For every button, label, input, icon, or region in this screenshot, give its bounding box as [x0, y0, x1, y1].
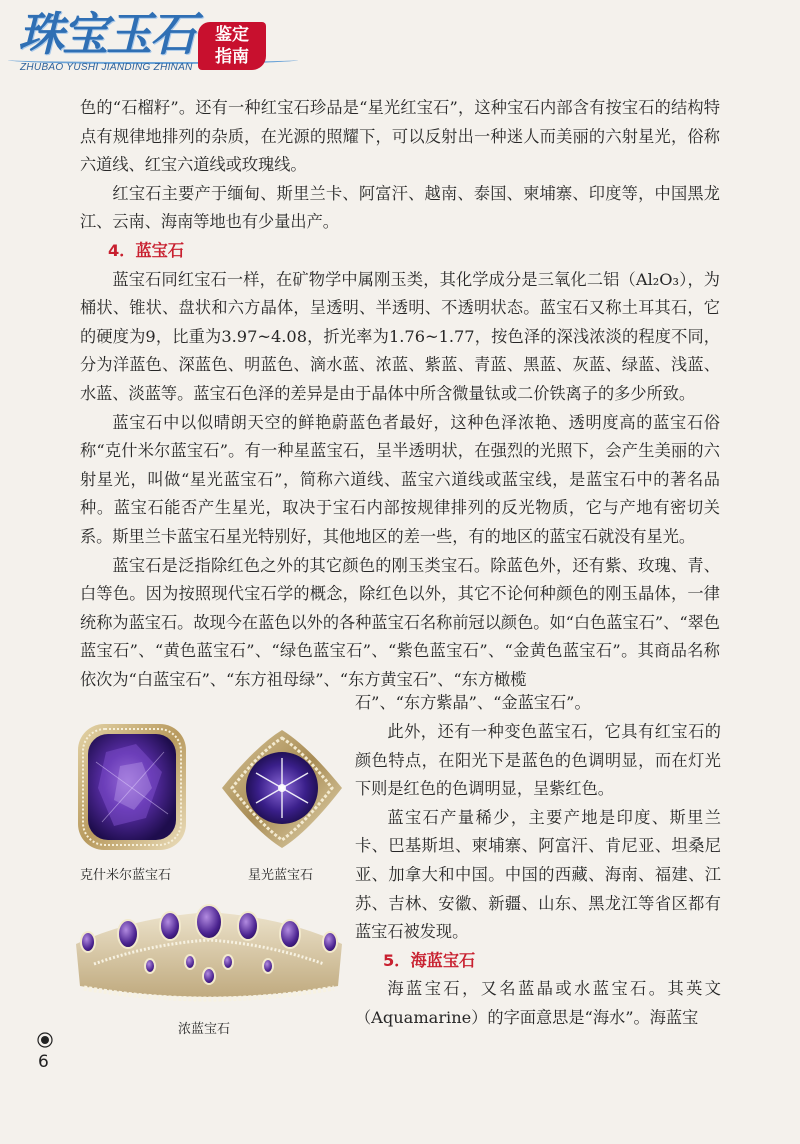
title-badge [198, 22, 266, 70]
caption-kashmir-sapphire: 克什米尔蓝宝石 [80, 868, 172, 883]
body-paragraph: 色的“石榴籽”。还有一种红宝石珍品是“星光红宝石”，这种宝石内部含有按宝石的结构特点有规律地排列的杂质，在光源的照耀下，可以反射出一种迷人而美丽的六射星光，俗称六道线、红宝六道线或玫瑰线。 [80, 98, 720, 175]
badge-top-text: 鉴定 [215, 25, 249, 45]
body-paragraph: 蓝宝石中以似晴朗天空的鲜艳蔚蓝色者最好，这种色泽浓艳、透明度高的蓝宝石俗称“克什米尔蓝宝石”。有一种星蓝宝石，呈半透明状，在强烈的光照下，会产生美丽的六射星光，叫做“星光蓝宝石”，简称六道线、蓝宝六道线或蓝宝线，是蓝宝石中的著名品种。蓝宝石能否产生星光，取决于宝石内部按规律排列的反光物质，它与产地有密切关系。斯里兰卡蓝宝石星光特别好，其他地区的差一些，有的地区的蓝宝石就没有星光。 [80, 412, 720, 546]
book-subtitle: ZHUBAO YUSHI JIANDING ZHINAN [20, 62, 193, 73]
body-paragraph: 海蓝宝石，又名蓝晶或水蓝宝石。其英文（Aquamarine）的字面意思是“海水”。海蓝宝 [355, 979, 721, 1027]
body-paragraph: 此外，还有一种变色蓝宝石，它具有红宝石的颜色特点，在阳光下是蓝色的色调明显，而在灯光下则是红色的色调明显，呈紫红色。 [355, 722, 721, 799]
star-sapphire-image [220, 728, 344, 850]
page-header [0, 0, 800, 78]
sapphire-tiara-image [70, 904, 348, 1010]
body-paragraph: 蓝宝石产量稀少，主要产地是印度、斯里兰卡、巴基斯坦、柬埔寨、阿富汗、肯尼亚、坦桑尼亚、加拿大和中国。中国的西藏、海南、福建、江苏、吉林、安徽、新疆、山东、黑龙江等省区都有蓝宝石被发现。 [355, 807, 721, 942]
caption-star-sapphire: 星光蓝宝石 [248, 868, 314, 883]
section-heading: 4．蓝宝石 [108, 240, 185, 260]
page-marker-icon [37, 1032, 53, 1048]
continuation-line: 石”、“东方紫晶”、“金蓝宝石”。 [355, 693, 591, 712]
side-text-block [355, 718, 721, 1033]
kashmir-sapphire-image [76, 722, 188, 852]
body-paragraph: 蓝宝石是泛指除红色之外的其它颜色的刚玉类宝石。除蓝色外，还有紫、玫瑰、青、白等色。因为按照现代宝石学的概念，除红色以外，其它不论何种颜色的刚玉晶体，一律统称为蓝宝石。故现今在蓝色以外的各种蓝宝石名称前冠以颜色。如“白色蓝宝石”、“翠色蓝宝石”、“黄色蓝宝石”、“绿色蓝宝石”、“紫色蓝宝石”、“金黄色蓝宝石”。其商品名称依次为“白蓝宝石”、“东方祖母绿”、“东方黄宝石”、“东方橄榄 [80, 555, 720, 689]
section-heading: 5．海蓝宝石 [383, 950, 476, 970]
caption-tiara: 浓蓝宝石 [178, 1022, 231, 1037]
badge-bottom-text: 指南 [215, 47, 249, 67]
book-title: 珠宝玉石 [18, 7, 194, 61]
body-paragraph: 蓝宝石同红宝石一样，在矿物学中属刚玉类，其化学成分是三氧化二铝（Al₂O₃），为桶状、锥状、盘状和六方晶体，呈透明、半透明、不透明状态。蓝宝石又称土耳其石，它的硬度为9，比重为3.97~4.08，折光率为1.76~1.77，按色泽的深浅浓淡的程度不同，分为洋蓝色、深蓝色、明蓝色、滴水蓝、浓蓝、紫蓝、青蓝、黑蓝、灰蓝、绿蓝、浅蓝、水蓝、淡蓝等。蓝宝石色泽的差异是由于晶体中所含微量钛或二价铁离子的多少所致。 [80, 269, 720, 403]
page-number: 6 [38, 1052, 49, 1072]
body-paragraph: 红宝石主要产于缅甸、斯里兰卡、阿富汗、越南、泰国、柬埔寨、印度等，中国黑龙江、云南、海南等地也有少量出产。 [80, 183, 720, 232]
main-text-block [80, 94, 720, 694]
